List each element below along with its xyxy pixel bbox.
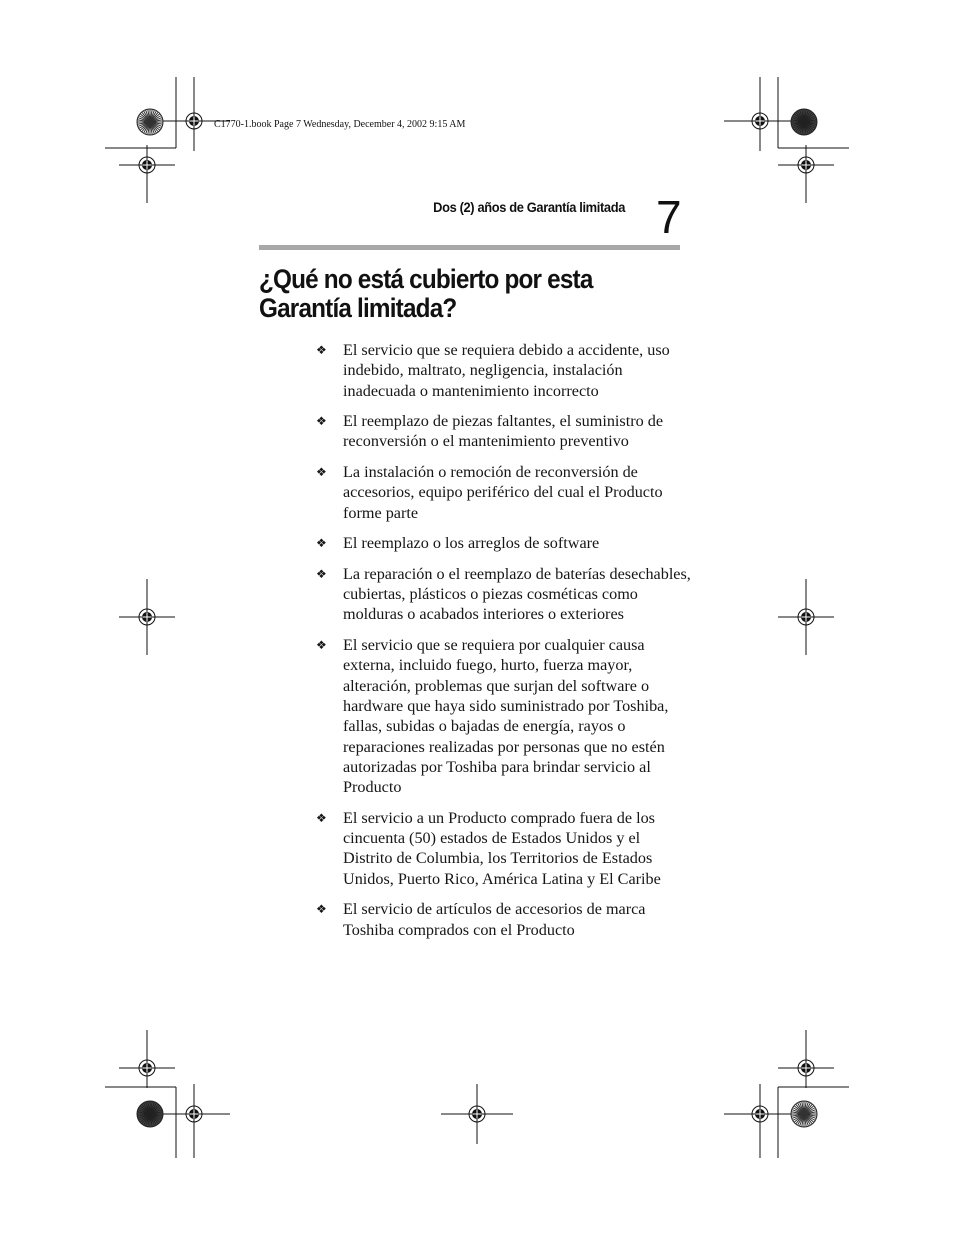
diamond-bullet-icon: ❖ — [316, 638, 327, 653]
registration-target-icon — [158, 1084, 230, 1158]
bullet-list — [316, 340, 691, 950]
list-item-text: El servicio a un Producto comprado fuera de los cincuenta (50) estados de Estados Unidos y el Distrito de Columbia, los Territorios de Estados Unidos, Puerto Rico, América Latina y El Caribe — [343, 808, 661, 888]
list-item — [316, 411, 691, 452]
list-item-text: El reemplazo o los arreglos de software — [343, 534, 600, 553]
list-item — [316, 808, 691, 889]
list-item — [316, 533, 691, 553]
diamond-bullet-icon: ❖ — [316, 902, 327, 917]
diamond-bullet-icon: ❖ — [316, 810, 327, 825]
diamond-bullet-icon: ❖ — [316, 414, 327, 429]
page-number: 7 — [656, 191, 682, 243]
starburst-icon — [137, 109, 163, 135]
registration-target-icon — [119, 145, 175, 203]
registration-target-icon — [158, 77, 230, 151]
section-title: ¿Qué no está cubierto por esta Garantía limitada? — [259, 264, 593, 323]
registration-target-icon — [778, 145, 834, 203]
starburst-icon — [791, 1101, 817, 1127]
list-item-text: El servicio que se requiera debido a accidente, uso indebido, maltrato, negligencia, instalación inadecuada o mantenimiento incorrecto — [343, 341, 670, 400]
registration-target-icon — [441, 1084, 513, 1144]
slug-line: C1770-1.book Page 7 Wednesday, December 4, 2002 9:15 AM — [214, 119, 466, 130]
diamond-bullet-icon: ❖ — [316, 343, 327, 357]
running-head: Dos (2) años de Garantía limitada — [433, 199, 625, 215]
registration-target-icon — [119, 1030, 175, 1088]
list-item — [316, 635, 691, 797]
diamond-bullet-icon: ❖ — [316, 566, 327, 581]
list-item — [316, 564, 691, 625]
registration-target-icon — [119, 579, 175, 655]
list-item-text: El reemplazo de piezas faltantes, el suministro de reconversión o el mantenimiento preventivo — [343, 412, 664, 451]
starburst-icon — [137, 1101, 163, 1127]
diamond-bullet-icon: ❖ — [316, 465, 327, 480]
list-item — [316, 340, 691, 401]
list-item-text: La reparación o el reemplazo de baterías desechables, cubiertas, plásticos o piezas cosméticas como molduras o acabados interiores o exteriores — [343, 564, 691, 624]
registration-target-icon — [724, 1084, 796, 1158]
list-item-text: El servicio que se requiera por cualquier causa externa, incluido fuego, hurto, fuerza mayor, alteración, problemas que surjan del software o hardware que haya sido suministrado por Toshiba, fallas, subidas o bajadas de energía, rayos o reparaciones realizadas por personas que no estén autorizadas por Toshiba para brindar servicio al Producto — [343, 636, 669, 797]
registration-target-icon — [724, 77, 796, 151]
list-item — [316, 462, 691, 523]
registration-target-icon — [778, 1030, 834, 1088]
diamond-bullet-icon: ❖ — [316, 536, 327, 551]
header-rule — [259, 245, 680, 250]
list-item-text: La instalación o remoción de reconversión de accesorios, equipo periférico del cual el Producto forme parte — [343, 463, 663, 522]
list-item — [316, 899, 691, 940]
registration-target-icon — [778, 579, 834, 655]
list-item-text: El servicio de artículos de accesorios de marca Toshiba comprados con el Producto — [343, 900, 646, 939]
starburst-icon — [791, 109, 817, 135]
